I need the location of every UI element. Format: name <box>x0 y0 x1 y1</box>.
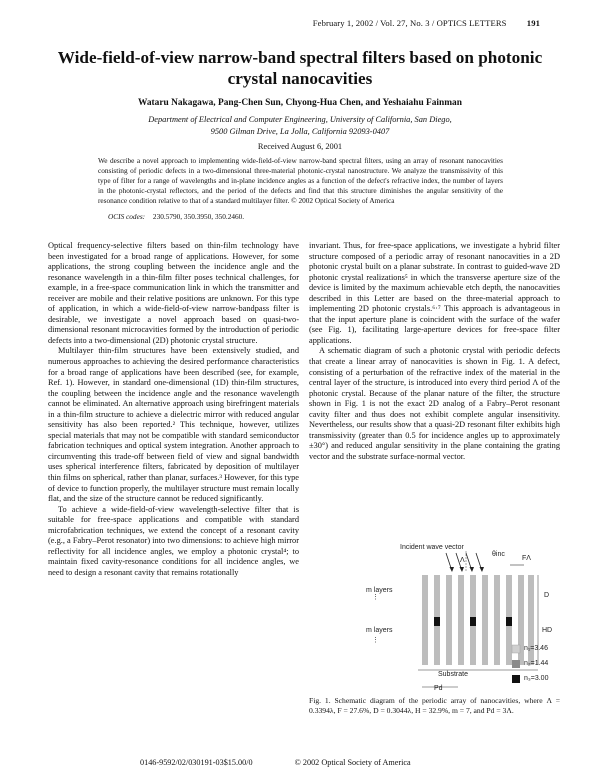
paper-title: Wide-field-of-view narrow-band spectral filters based on photonic crystal nanocavities <box>57 48 543 88</box>
affiliation-line-2: 9500 Gilman Drive, La Jolla, California 92093-0407 <box>210 127 390 136</box>
dots-lower: ⋮ <box>372 637 379 644</box>
abstract: We describe a novel approach to implementing wide-field-of-view narrow-band spectral filters, using an array of resonant nanocavities consisting of periodic defects in a two-dimensional three-material photonic-crystal nanostructure. We analyze the transmissivity of this type of filter for a range of wavelengths and in-plane incidence angles as a function of the defect's refractive index, the number of layers in the photonic-crystal reflectors, and the period of the defects and find that this structure diminishes the angular sensitivity of the resonance condition relative to that of a standard multilayer filter. © 2002 Optical Society of America <box>98 156 503 205</box>
received-date: Received August 6, 2001 <box>257 142 343 151</box>
arrow-heads <box>450 567 485 572</box>
figure-caption: Fig. 1. Schematic diagram of the periodic array of nanocavities, where Λ = 0.3394λ, F = 27.6%, D = 0.3044λ, H = 32.9%, m = 7, and Pd = 3Λ. <box>309 696 560 715</box>
legend-n2: n₂=1.44 <box>524 660 549 667</box>
m-layers-top-label: m layers <box>366 587 393 594</box>
affiliation <box>40 114 560 138</box>
ocis-values: 230.5790, 350.3950, 350.2460. <box>152 212 245 221</box>
paragraph: A schematic diagram of such a photonic crystal with periodic defects that create a linear array of nanocavities is shown in Fig. 1. A defect, consisting of a perturbation of the refractive index of the material in the central layer of the structure, is introduced into every third period Λ of the photonic crystal. Because of the planar nature of the filter, the structure shown in Fig. 1 is not the exact 2D analog of a Fabry–Perot resonant cavity filter and thus does not exhibit complete angular insensitivity. Nevertheless, our results show that a quasi-2D resonant filter exhibits high transmissivity (greater than 0.5 for incidence angles up to approximately ±30°) and reduced angular sensitivity in the plane containing the grating vector and the substrate surface-normal vector. <box>309 346 560 461</box>
page-footer <box>140 758 411 767</box>
running-head <box>313 18 540 28</box>
figure-1-schematic <box>362 544 560 697</box>
paragraph: Optical frequency-selective filters based on thin-film technology have been investigated for a broad range of applications. However, for some applications, the strong coupling between the incidence angle and the resonance wavelength in a thin-film filter poses technical challenges, for example, in a free-space communication link in which the transmitter and receiver are mobile and their relative positions are unknown. For this type of application, in which a wide-field-of-view narrow-bandpass filter is desirable, we investigate a novel approach based on quasi-two-dimensional resonant microcavities formed by the introduction of periodic defects into a two-dimensional (2D) photonic crystal structure. <box>48 241 299 345</box>
f-label: FΛ <box>522 555 531 562</box>
legend-n1: n₁=3.46 <box>524 645 548 652</box>
legend-n3: n₃=3.00 <box>524 675 549 682</box>
copyright: © 2002 Optical Society of America <box>294 758 411 767</box>
legend-swatch-n3 <box>512 675 520 683</box>
paragraph: invariant. Thus, for free-space applications, we investigate a hybrid filter structure composed of a periodic array of resonant nanocavities in a 2D photonic crystal built on a planar substrate. In contrast to guided-wave 2D photonic crystal realizations⁵ in which the transverse aperture size of the device is limited by the maximum achievable etch depth, the nanocavities described in this Letter are based on the three-material approach to implementing 2D photonic crystals.⁶·⁷ This approach is advantageous in that the input aperture plane is coincident with the surface of the wafer (see Fig. 1), facilitating large-aperture devices for free-space filter applications. <box>309 241 560 345</box>
legend-swatch-n1 <box>512 645 520 653</box>
hd-label: HD <box>542 627 553 634</box>
dots-upper: ⋮ <box>372 594 379 601</box>
paragraph: To achieve a wide-field-of-view wavelength-selective filter that is suitable for free-space applications and compatible with standard microfabrication techniques, we extend the concept of a resonant cavity (e.g., a Fabry–Perot resonator) into two dimensions: to achieve high mirror reflectivity for all incidence angles, we employ a photonic crystal⁴; to maintain fixed cavity-resonance conditions for all incidence angles, we need to design a resonant cavity that remains rotationally <box>48 504 299 577</box>
running-head-text: February 1, 2002 / Vol. 27, No. 3 / OPTICS LETTERS <box>312 18 507 28</box>
theta-label: θinc <box>492 551 505 558</box>
paragraph: Multilayer thin-film structures have been extensively studied, and numerous approaches to achieving the desired performance characteristics for a broad range of applications have been described (see, for example, Ref. 1). However, in standard one-dimensional (1D) thin-film structures, the coupling between the incidence angle and the resonance wavelength cannot be eliminated. An alternative approach using birefringent materials in a thin-film structure to achieve a dielectric mirror with reduced angular sensitivity has also been reported.² This technique, however, utilizes special materials that may not be compatible with standard semiconductor fabrication techniques and optical system integration. Another approach to circumventing this trade-off between field of view and signal bandwidth uses spherical interference filters, fabricated by deposition of multilayer thin films on spherical, rather than planar, surfaces.³ However, for this type of device to function properly, the multilayer structure must remain locally flat, and the size of the structure cannot be reduced significantly. <box>48 346 299 504</box>
m-layers-bottom-label: m layers <box>366 627 393 634</box>
incident-label: Incident wave vector <box>400 544 464 551</box>
article-code: 0146-9592/02/030191-03$15.00/0 <box>140 758 253 767</box>
defect-cells <box>434 617 512 626</box>
d-label: D <box>544 592 550 599</box>
body-column-right <box>309 241 560 462</box>
pd-label: Pd <box>434 685 443 692</box>
author-list: Wataru Nakagawa, Pang-Chen Sun, Chyong-Hua Chen, and Yeshaiahu Fainman <box>138 98 462 108</box>
ocis-label: OCIS codes: <box>108 212 146 221</box>
legend-swatch-n2 <box>512 660 520 668</box>
substrate-label: Substrate <box>438 671 468 678</box>
affiliation-line-1: Department of Electrical and Computer Engineering, University of California, San Diego, <box>148 115 452 124</box>
ocis-codes <box>108 212 244 221</box>
body-column-left <box>48 241 299 579</box>
page-number: 191 <box>526 18 540 28</box>
lambda-label: Λ <box>460 557 465 564</box>
